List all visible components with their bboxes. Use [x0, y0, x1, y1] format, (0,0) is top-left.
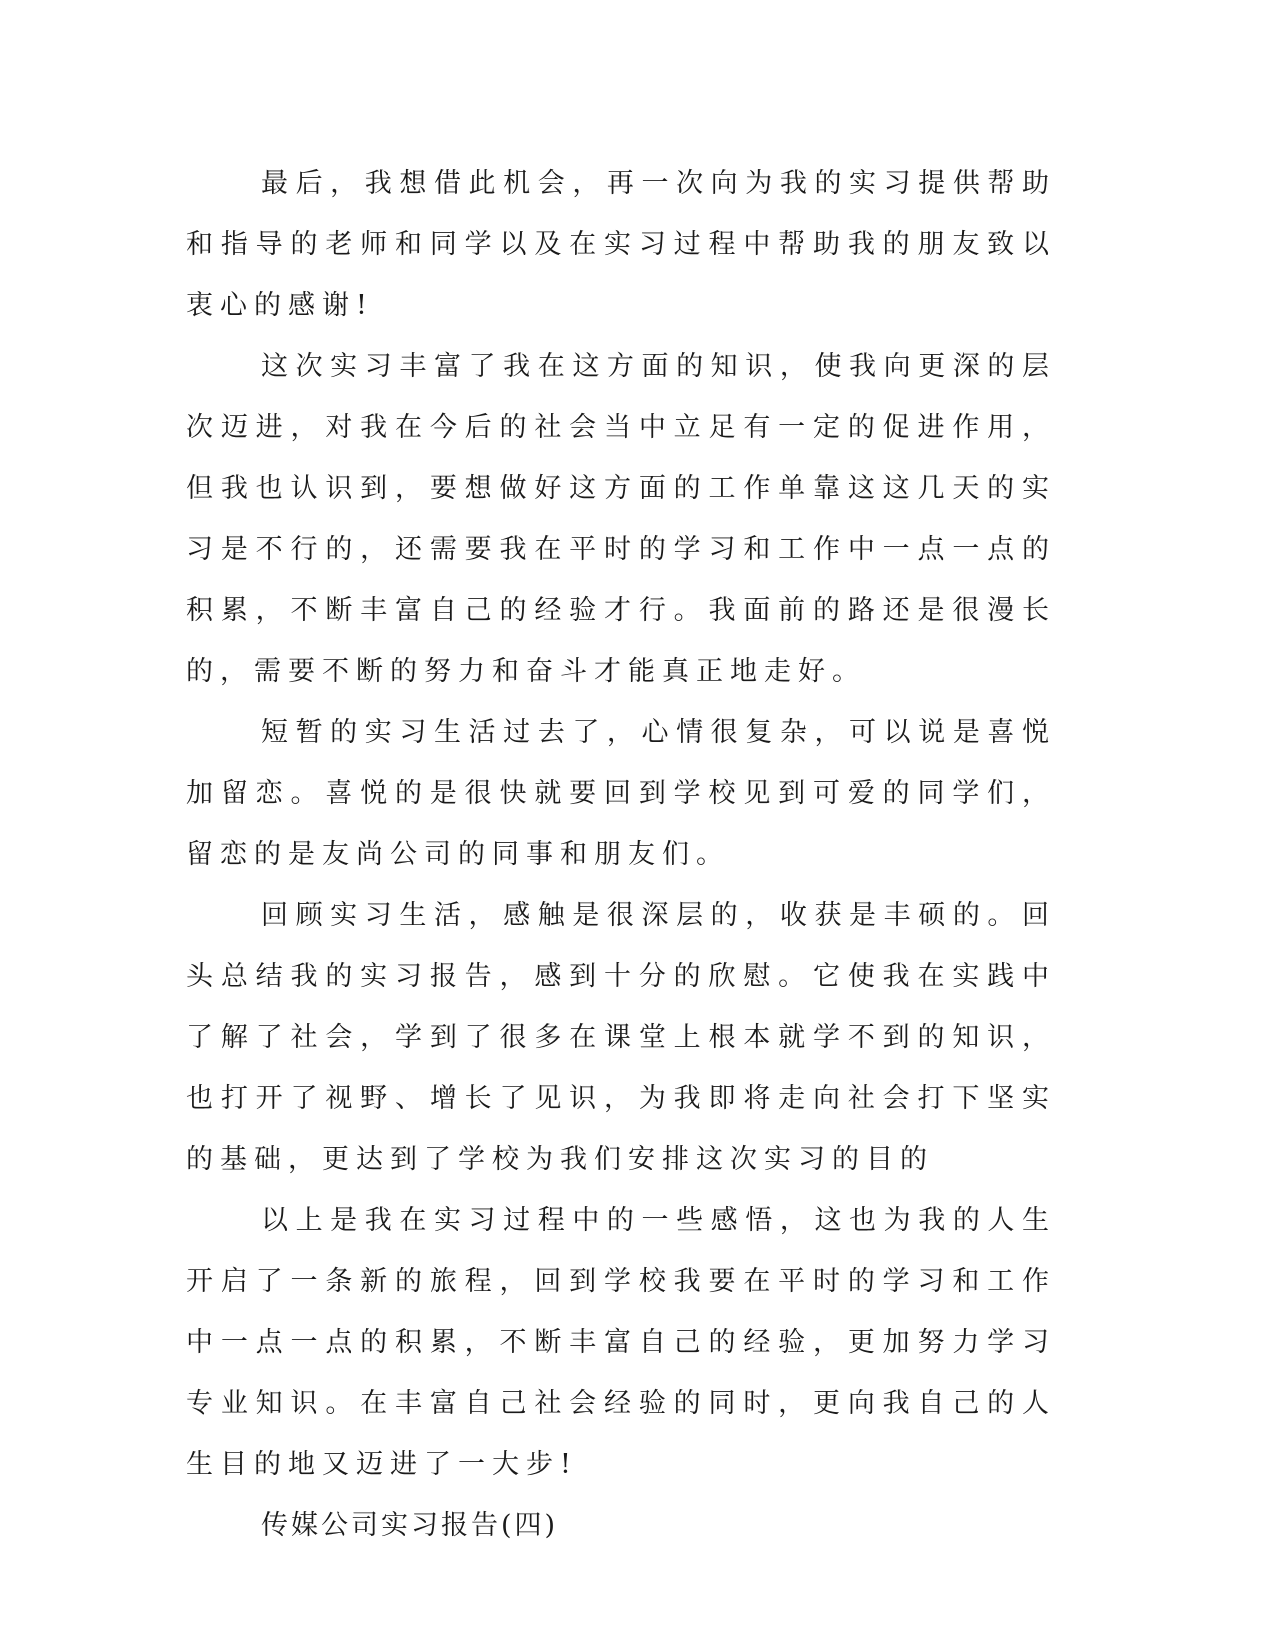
paragraph-knowledge: 这次实习丰富了我在这方面的知识，使我向更深的层次迈进，对我在今后的社会当中立足有一定的促进作用，但我也认识到，要想做好这方面的工作单靠这这几天的实习是不行的，还需要我在平时的学习和工作中一点一点的积累，不断丰富自己的经验才行。我面前的路还是很漫长的，需要不断的努力和奋斗才能真正地走好。: [186, 351, 1056, 687]
paragraph-thanks: 最后，我想借此机会，再一次向为我的实习提供帮助和指导的老师和同学以及在实习过程中帮助我的朋友致以衷心的感谢!: [186, 168, 1056, 321]
paragraph-review: 回顾实习生活，感触是很深层的，收获是丰硕的。回头总结我的实习报告，感到十分的欣慰。它使我在实践中了解了社会，学到了很多在课堂上根本就学不到的知识，也打开了视野、增长了见识，为我即将走向社会打下坚实的基础，更达到了学校为我们安排这次实习的目的: [186, 900, 1056, 1175]
section-title: 传媒公司实习报告(四): [261, 1510, 559, 1541]
paragraph-conclusion: 以上是我在实习过程中的一些感悟，这也为我的人生开启了一条新的旅程，回到学校我要在平时的学习和工作中一点一点的积累，不断丰富自己的经验，更加努力学习专业知识。在丰富自己社会经验的同时，更向我自己的人生目的地又迈进了一大步!: [186, 1205, 1056, 1480]
document-body: [186, 153, 1056, 1556]
paragraph-farewell: 短暂的实习生活过去了，心情很复杂，可以说是喜悦加留恋。喜悦的是很快就要回到学校见到可爱的同学们，留恋的是友尚公司的同事和朋友们。: [186, 717, 1056, 870]
